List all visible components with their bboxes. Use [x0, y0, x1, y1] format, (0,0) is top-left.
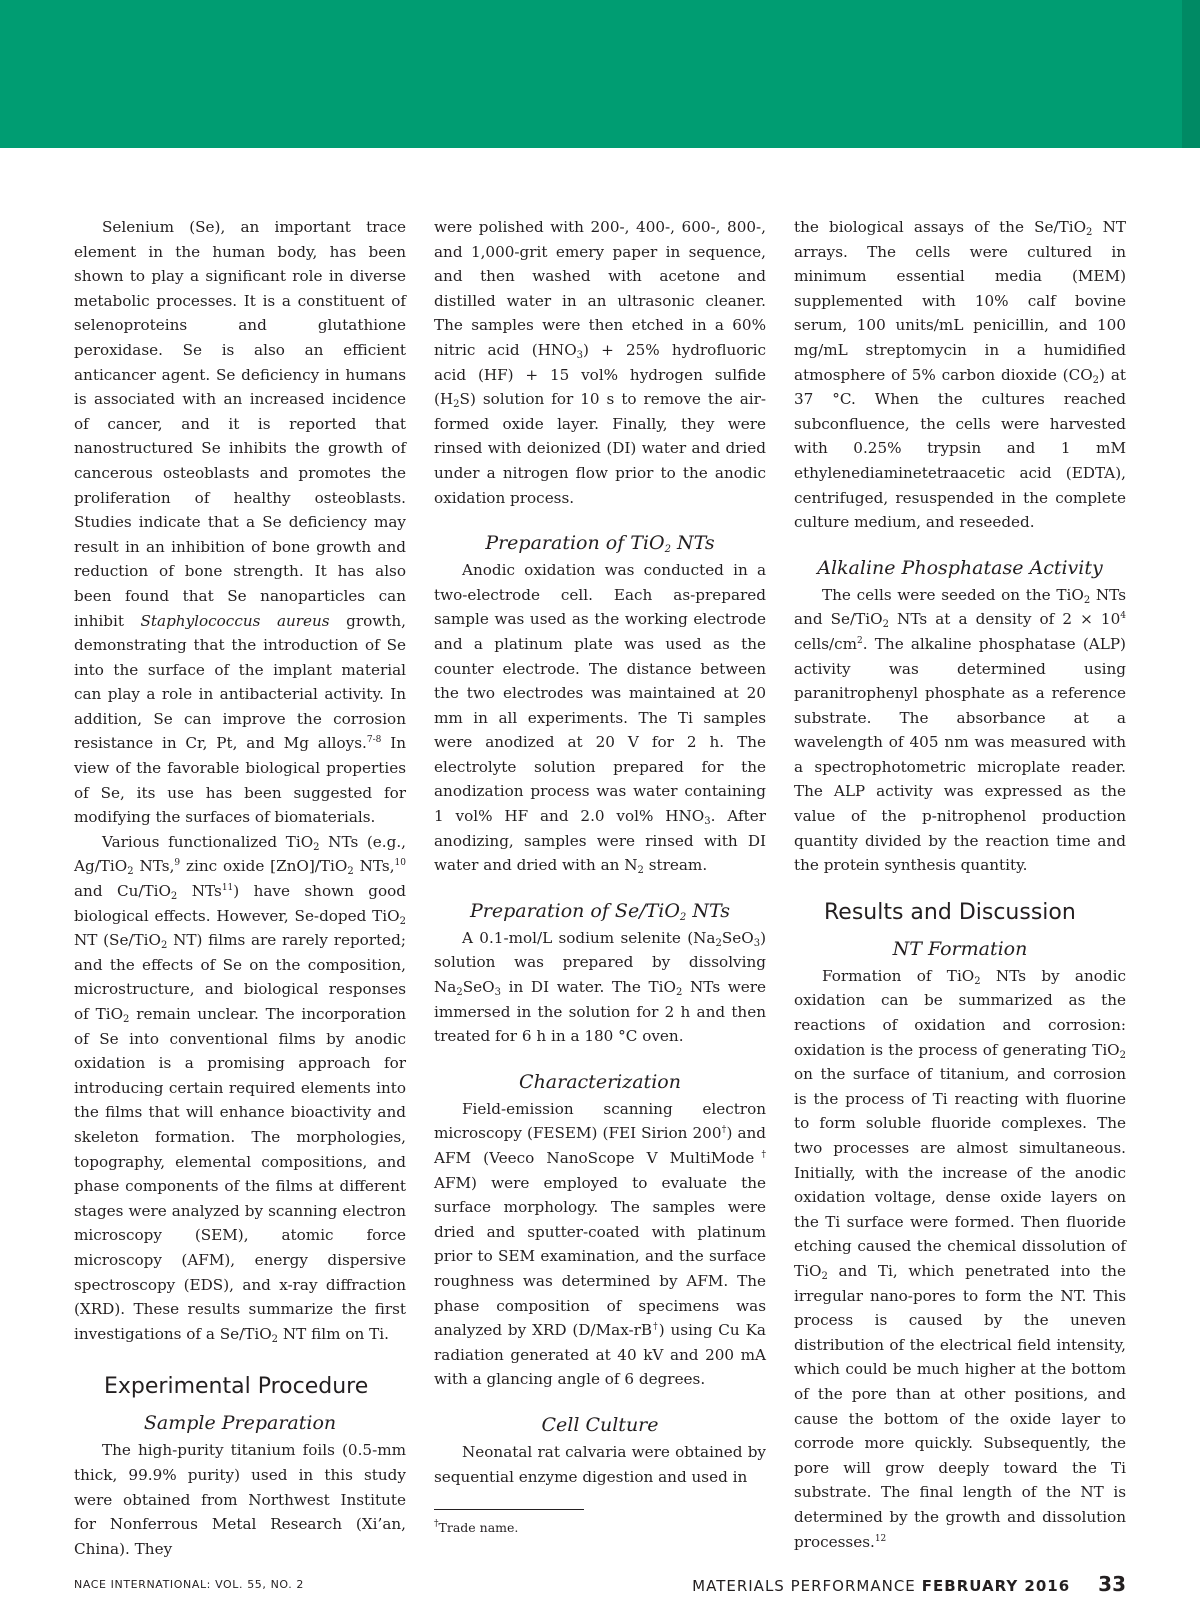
- prep-tio2-paragraph: Anodic oxidation was conducted in a two-electrode cell. Each as-prepared sample was used as the working electrode and a platinum plate was used as the counter electrode. The distance between the two electrodes was maintained at 20 mm in all experiments. The Ti samples were anodized at 20 V for 2 h. The electrolyte solution prepared for the anodization process was water containing 1 vol% HF and 2.0 vol% $HNO_3$. After anodizing, samples were rinsed with DI water and dried with an $N_2$ stream.: [434, 561, 766, 877]
- sample-prep-paragraph: The high-purity titanium foils (0.5-mm thick, 99.9% purity) used in this study were obtained from Northwest Institute for Nonferrous Metal Research (Xi’an, China). They: [74, 1441, 406, 1558]
- nt-formation-paragraph: Formation of TiO$_2$ NTs by anodic oxidation can be summarized as the reactions of oxidation and corrosion: oxidation is the process of generating TiO$_2$ on the surface of titanium, and corrosion is the process of Ti reacting with fluorine to form soluble fluoride complexes. The two processes are almost simultaneous. Initially, with the increase of the anodic oxidation voltage, dense oxide layers on the Ti surface were formed. Then fluoride etching caused the chemical dissolution of TiO$_2$ and Ti, which penetrated into the irregular nano-pores to form the NT. This process is caused by the uneven distribution of the electrical field intensity, which could be much higher at the bottom of the pore than at other positions, and cause the bottom of the oxide layer to corrode more quickly. Subsequently, the pore will grow deeply toward the Ti substrate. The final length of the NT is determined by the growth and dissolution processes.$^{12}$: [794, 966, 1126, 1551]
- heading-experimental-procedure: Experimental Procedure: [104, 1374, 369, 1400]
- header-banner-edge: [1182, 0, 1200, 148]
- heading-alkaline-phosphatase: Alkaline Phosphatase Activity: [817, 556, 1103, 579]
- sample-prep-continued: were polished with 200-, 400-, 600-, 800-, and 1,000-grit emery paper in sequence, and then washed with acetone and distilled water in an ultrasonic cleaner. The samples were then etched in a 60% nitric acid $(HNO_3) + 25\%$ hydrofluoric acid (HF) + 15 vol% hydrogen sulfide $(H_2S)$ solution for 10 s to remove the air-formed oxide layer. Finally, they were rinsed with deionized (DI) water and dried under a nitrogen flow prior to the anodic oxidation process.: [434, 218, 766, 507]
- footnote-rule: [434, 1509, 584, 1510]
- heading-results-discussion: Results and Discussion: [824, 899, 1076, 925]
- column-3: [794, 215, 1126, 1554]
- footnote: †Trade name.: [434, 1519, 519, 1536]
- footer-journal: MATERIALS PERFORMANCE: [692, 1577, 916, 1595]
- column-1: [74, 215, 406, 1561]
- heading-characterization: Characterization: [519, 1070, 681, 1093]
- prep-se-paragraph: A 0.1-mol/L sodium selenite $(Na_2SeO_3)$ solution was prepared by dissolving $Na_2SeO_3$ in DI water. The TiO$_2$ NTs were immersed in the solution for 2 h and then treated for 6 h in a 180 °C oven.: [434, 928, 767, 1046]
- footer-journal-info: [692, 1572, 1126, 1596]
- heading-sample-preparation: Sample Preparation: [143, 1412, 337, 1435]
- characterization-paragraph: Field-emission scanning electron microscopy (FESEM) (FEI Sirion 200†) and AFM (Veeco NanoScope V MultiMode† AFM) were employed to evaluate the surface morphology. The samples were dried and sputter-coated with platinum prior to SEM examination, and the surface roughness was determined by AFM. The phase composition of specimens was analyzed by XRD (D/Max-rB†) using Cu Ka radiation generated at 40 kV and 200 mA with a glancing angle of 6 degrees.: [434, 1099, 767, 1389]
- column-2: [434, 215, 766, 1536]
- intro-paragraph-2: Various functionalized TiO$_2$ NTs (e.g., Ag/TiO$_2$ NTs,$^9$ zinc oxide [ZnO]/TiO$_2$ NTs,$^{10}$ and Cu/TiO$_2$ NTs$^{11}$) have shown good biological effects. However, Se-doped TiO$_2$ NT (Se/TiO$_2$ NT) films are rarely reported; and the effects of Se on the composition, microstructure, and biological responses of TiO$_2$ remain unclear. The incorporation of Se into conventional films by anodic oxidation is a promising approach for introducing certain required elements into the films that will enhance bioactivity and skeleton formation. The morphologies, topography, elemental compositions, and phase components of the films at different stages were analyzed by scanning electron microscopy (SEM), atomic force microscopy (AFM), energy dispersive spectroscopy (EDS), and x-ray diffraction (XRD). These results summarize the first investigations of a Se/TiO$_2$ NT film on Ti.: [74, 832, 407, 1345]
- heading-preparation-se-tio2: Preparation of Se/TiO$_2$ NTs: [469, 899, 731, 923]
- alp-paragraph: The cells were seeded on the TiO$_2$ NTs and Se/TiO$_2$ NTs at a density of $2 \times 10^4$ cells/$cm^2$. The alkaline phosphatase (ALP) activity was determined using paranitrophenyl phosphate as a reference substrate. The absorbance at a wavelength of 405 nm was measured with a spectrophotometric microplate reader. The ALP activity was expressed as the value of the p-nitrophenol production quantity divided by the reaction time and the protein synthesis quantity.: [794, 585, 1126, 875]
- heading-cell-culture: Cell Culture: [541, 1413, 659, 1436]
- footer-date: FEBRUARY 2016: [921, 1577, 1071, 1595]
- header-banner: [0, 0, 1200, 148]
- heading-nt-formation: NT Formation: [892, 937, 1028, 960]
- heading-preparation-tio2: Preparation of TiO$_2$ NTs: [485, 532, 715, 556]
- footer-publisher: NACE INTERNATIONAL: VOL. 55, NO. 2: [74, 1578, 305, 1591]
- cell-culture-paragraph: Neonatal rat calvaria were obtained by sequential enzyme digestion and used in: [434, 1442, 766, 1486]
- intro-paragraph-1: Selenium (Se), an important trace element in the human body, has been shown to play a significant role in diverse metabolic processes. It is a constituent of selenoproteins and glutathione peroxidase. Se is also an efficient anticancer agent. Se deficiency in humans is associated with an increased incidence of cancer, and it is reported that nanostructured Se inhibits the growth of cancerous osteoblasts and promotes the proliferation of healthy osteoblasts. Studies indicate that a Se deficiency may result in an inhibition of bone growth and reduction of bone strength. It has also been found that Se nanoparticles can inhibit Staphylococcus aureus growth, demonstrating that the introduction of Se into the surface of the implant material can play a role in antibacterial activity. In addition, Se can improve the corrosion resistance in Cr, Pt, and Mg alloys.$^{7-8}$ In view of the favorable biological properties of Se, its use has been suggested for modifying the surfaces of biomaterials.: [74, 218, 407, 827]
- page-number: 33: [1098, 1572, 1126, 1596]
- cell-culture-continued: the biological assays of the Se/TiO$_2$ NT arrays. The cells were cultured in minimum essential media (MEM) supplemented with 10% calf bovine serum, 100 units/mL penicillin, and 100 mg/mL streptomycin in a humidified atmosphere of 5% carbon dioxide $(CO_2)$ at 37 °C. When the cultures reached subconfluence, the cells were harvested with 0.25% trypsin and 1 mM ethylenediaminetetraacetic acid (EDTA), centrifuged, resuspended in the complete culture medium, and reseeded.: [794, 218, 1126, 532]
